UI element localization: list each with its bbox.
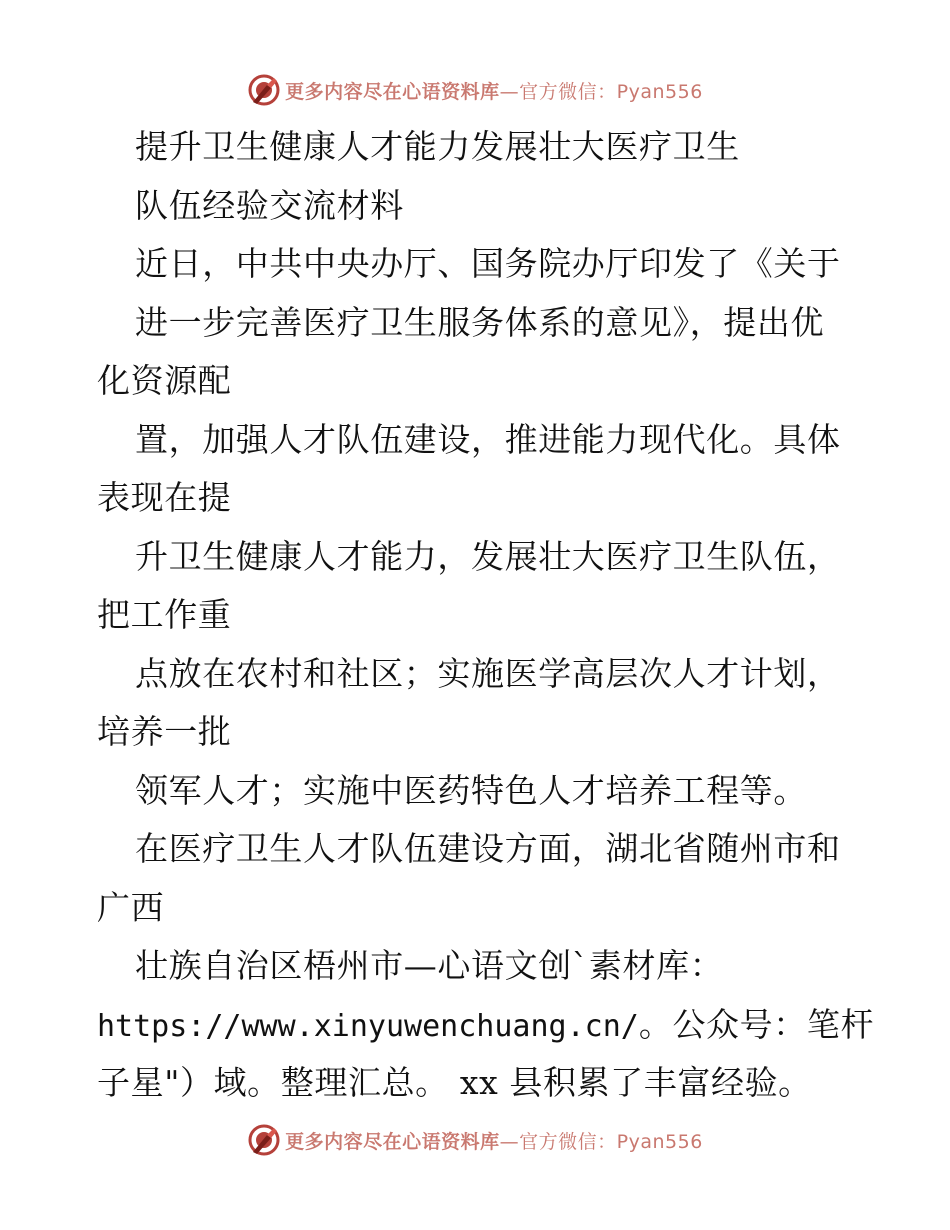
header-text-main: 更多内容尽在心语资料库 (285, 80, 500, 103)
logo-icon (247, 1123, 281, 1157)
paragraph-line: 升卫生健康人才能力，发展壮大医疗卫生队伍， (135, 536, 841, 576)
header-text-dash: — (499, 80, 520, 103)
paragraph-line: 培养一批 (97, 712, 232, 751)
document-body (97, 118, 887, 1113)
paragraph-line: 广西 (97, 887, 165, 927)
header-text (285, 77, 703, 104)
footer-text-main: 更多内容尽在心语资料库 (285, 1130, 500, 1153)
paragraph-line: 化资源配 (97, 361, 232, 400)
document-title-line-1: 提升卫生健康人才能力发展壮大医疗卫生 (135, 127, 740, 166)
paragraph-line: 在医疗卫生人才队伍建设方面，湖北省随州市和 (135, 829, 841, 868)
paragraph-line-url (97, 996, 887, 1055)
paragraph-line: 壮族自治区梧州市—心语文创`素材库： (135, 946, 724, 985)
paragraph-line: 子星"）域。整理汇总。 xx 县积累了丰富经验。 (97, 1063, 812, 1102)
logo-icon (247, 73, 281, 107)
paragraph-line: 进一步完善医疗卫生服务体系的意见》，提出优 (135, 302, 825, 342)
paragraph-line: 领军人才；实施中医药特色人才培养工程等。 (135, 770, 807, 810)
paragraph-line: 近日，中共中央办厅、国务院办厅印发了《关于 (135, 244, 841, 283)
header-banner (0, 70, 950, 110)
footer-banner (0, 1120, 950, 1160)
paragraph-line: 表现在提 (97, 478, 232, 517)
paragraph-line-tail: 。公众号：笔杆 (638, 1004, 875, 1044)
footer-text-wechat: 官方微信：Pyan556 (519, 1130, 703, 1153)
paragraph-line: 置，加强人才队伍建设，推进能力现代化。具体 (135, 419, 841, 459)
footer-text-dash: — (499, 1130, 520, 1153)
footer-text (285, 1127, 703, 1154)
paragraph-line: 点放在农村和社区；实施医学高层次人才计划， (135, 653, 841, 693)
document-title-line-2: 队伍经验交流材料 (135, 185, 404, 225)
header-text-wechat: 官方微信：Pyan556 (519, 80, 703, 103)
url-text: https://www.xinyuwenchuang.cn/ (97, 1008, 639, 1044)
paragraph-line: 把工作重 (97, 595, 232, 634)
